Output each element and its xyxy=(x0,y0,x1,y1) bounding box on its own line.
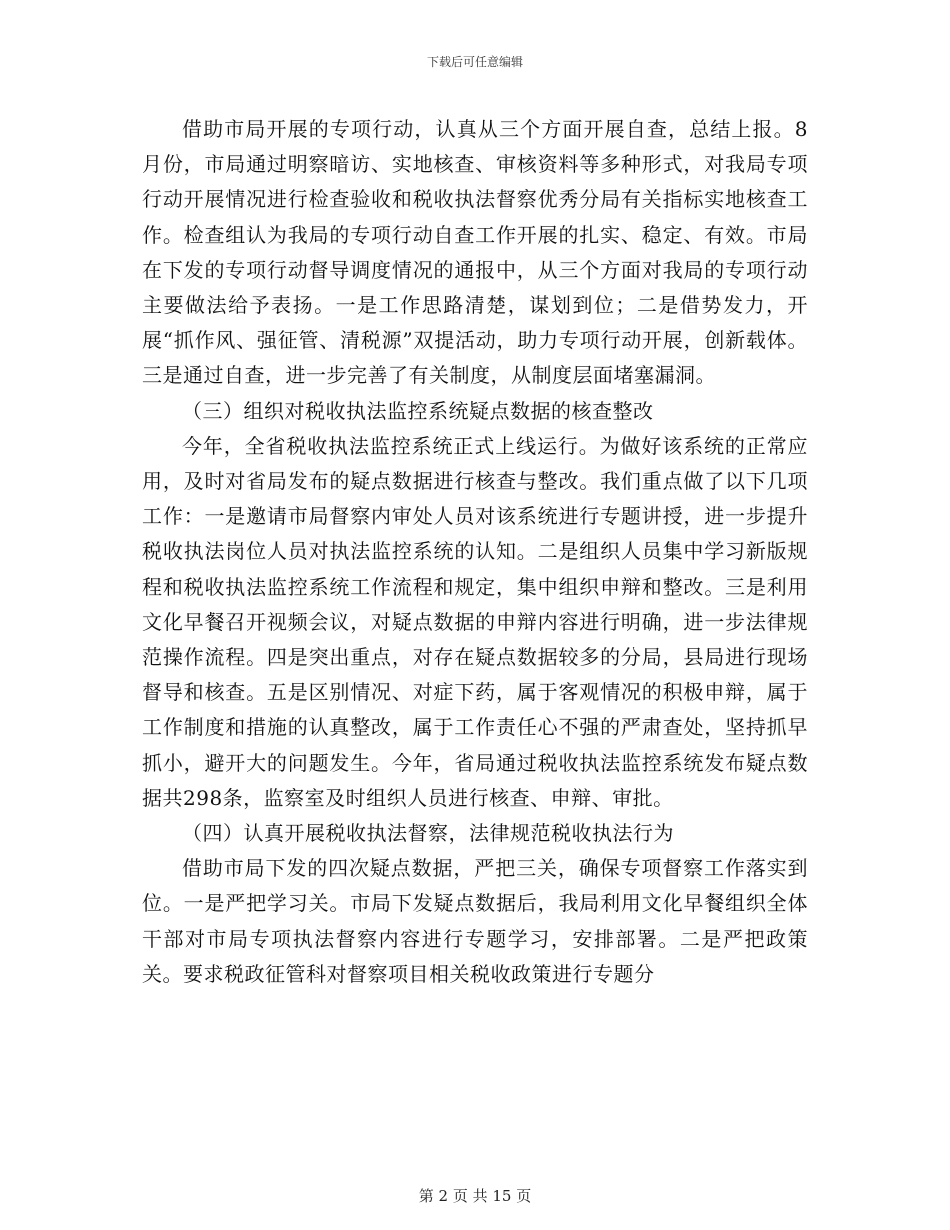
paragraph-self-inspection: 借助市局开展的专项行动，认真从三个方面开展自查，总结上报。8月份，市局通过明察暗访、实地核查、审核资料等多种形式，对我局专项行动开展情况进行检查验收和税收执法督察优秀分局有关指标实地核查工作。检查组认为我局的专项行动自查工作开展的扎实、稳定、有效。市局在下发的专项行动督导调度情况的通报中，从三个方面对我局的专项行动主要做法给予表扬。一是工作思路清楚，谋划到位；二是借势发力，开展“抓作风、强征管、清税源”双提活动，助力专项行动开展，创新载体。三是通过自查，进一步完善了有关制度，从制度层面堵塞漏洞。 xyxy=(142,117,808,388)
document-body xyxy=(142,112,808,992)
page-header: 下载后可任意编辑 xyxy=(426,55,523,69)
paragraph-monitoring-system: 今年，全省税收执法监控系统正式上线运行。为做好该系统的正常应用，及时对省局发布的疑点数据进行核查与整改。我们重点做了以下几项工作：一是邀请市局督察内审处人员对该系统进行专题讲授，进一步提升税收执法岗位人员对执法监控系统的认知。二是组织人员集中学习新版规程和税收执法监控系统工作流程和规定，集中组织申辩和整改。三是利用文化早餐召开视频会议，对疑点数据的申辩内容进行明确，进一步法律规范操作流程。四是突出重点，对存在疑点数据较多的分局，县局进行现场督导和核查。五是区别情况、对症下药，属于客观情况的积极申辩，属于工作制度和措施的认真整改，属于工作责任心不强的严肃查处，坚持抓早抓小，避开大的问题发生。今年，省局通过税收执法监控系统发布疑点数据共298条，监察室及时组织人员进行核查、申辩、审批。 xyxy=(142,433,808,810)
paragraph-enforcement-inspection: 借助市局下发的四次疑点数据，严把三关，确保专项督察工作落实到位。一是严把学习关。市局下发疑点数据后，我局利用文化早餐组织全体干部对市局专项执法督察内容进行专题学习，安排部署。二是严把政策关。要求税政征管科对督察项目相关税收政策进行专题分 xyxy=(142,856,808,986)
section-heading-4: （四）认真开展税收执法督察，法律规范税收执法行为 xyxy=(182,821,674,846)
section-heading-3: （三）组织对税收执法监控系统疑点数据的核查整改 xyxy=(182,398,654,423)
page-footer: 第 2 页 共 15 页 xyxy=(418,1187,532,1205)
